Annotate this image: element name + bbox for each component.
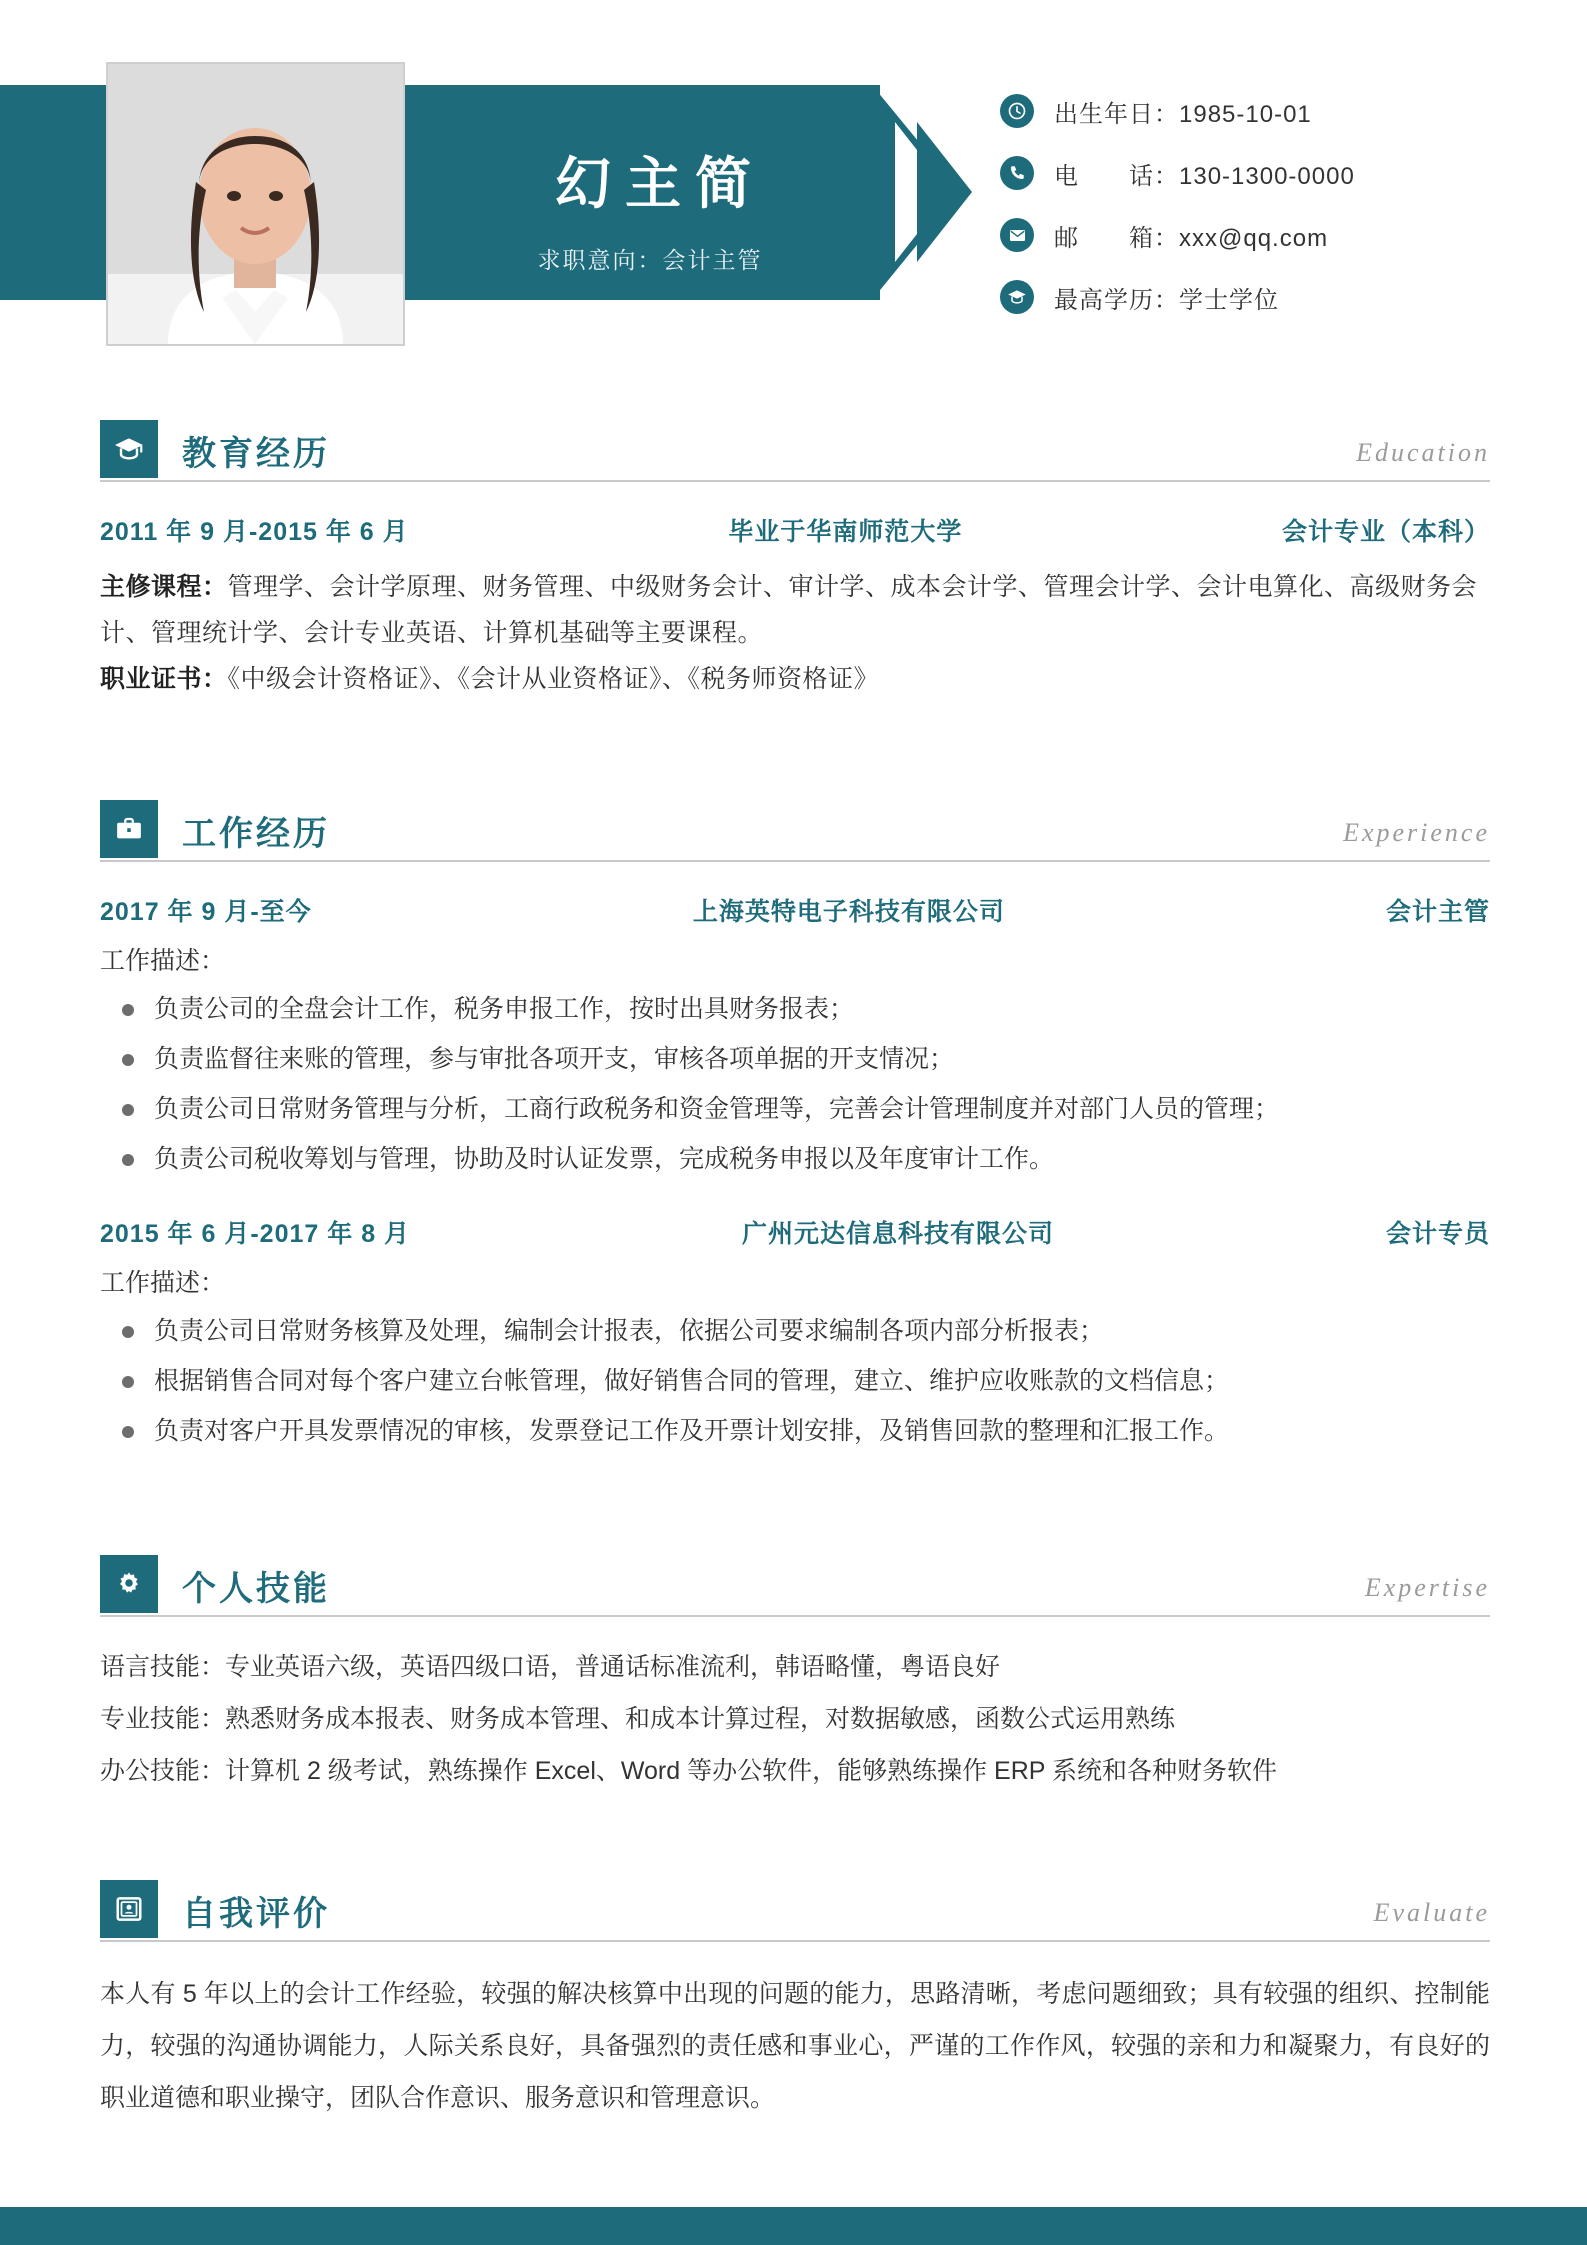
list-item: 负责公司日常财务核算及处理，编制会计报表，依据公司要求编制各项内部分析报表； [100, 1306, 1490, 1356]
experience-desc-label: 工作描述： [100, 1269, 226, 1297]
experience-period: 2015 年 6 月-2017 年 8 月 [100, 1220, 411, 1248]
contact-education: 最高学历：学士学位 [1054, 286, 1279, 314]
divider [100, 1940, 1490, 1942]
contact-row-email [1000, 204, 1355, 266]
experience-company: 广州元达信息科技有限公司 [742, 1220, 1055, 1248]
experience-period: 2017 年 9 月-至今 [100, 898, 312, 926]
experience-bullets [100, 984, 1490, 1184]
section-skills [100, 1555, 1490, 1797]
id-card-icon [100, 1880, 158, 1938]
section-header-skills [100, 1555, 1490, 1617]
graduation-cap-icon [1000, 280, 1034, 314]
divider [100, 1615, 1490, 1617]
section-subtitle-skills: Expertise [1364, 1573, 1490, 1602]
education-certs-label: 职业证书： [100, 665, 228, 693]
education-courses-label: 主修课程： [100, 573, 228, 601]
section-title-experience: 工作经历 [182, 815, 330, 853]
list-item: 负责对客户开具发票情况的审核，发票登记工作及开票计划安排，及销售回款的整理和汇报工作。 [100, 1406, 1490, 1456]
section-header-education [100, 420, 1490, 482]
list-item: 负责监督往来账的管理，参与审批各项开支，审核各项单据的开支情况； [100, 1034, 1490, 1084]
section-experience [100, 800, 1490, 1456]
experience-entry-row [100, 1214, 1490, 1250]
contact-list [1000, 80, 1355, 328]
education-certs-text: 《中级会计资格证》、《会计从业资格证》、《税务师资格证》 [227, 665, 880, 693]
education-courses-line [100, 564, 1490, 656]
evaluate-text: 本人有 5 年以上的会计工作经验，较强的解决核算中出现的问题的能力，思路清晰，考虑问题细致；具有较强的组织、控制能力，较强的沟通协调能力，人际关系良好，具备强烈的责任感和事业心，严谨的工作作风，较强的亲和力和凝聚力，有良好的职业道德和职业操守，团队合作意识、服务意识和管理意识。 [100, 1980, 1490, 2112]
section-header-evaluate [100, 1880, 1490, 1942]
skill-line-language: 语言技能：专业英语六级，英语四级口语，普通话标准流利，韩语略懂，粤语良好 [100, 1653, 1001, 1681]
list-item: 负责公司的全盘会计工作，税务申报工作，按时出具财务报表； [100, 984, 1490, 1034]
contact-row-phone [1000, 142, 1355, 204]
experience-company: 上海英特电子科技有限公司 [692, 898, 1005, 926]
clock-icon [1000, 94, 1034, 128]
experience-entry-row [100, 892, 1490, 928]
header-chevron-inner [917, 122, 972, 262]
experience-desc-label: 工作描述： [100, 947, 226, 975]
education-school: 毕业于华南师范大学 [728, 518, 963, 546]
section-subtitle-evaluate: Evaluate [1373, 1898, 1490, 1927]
divider [100, 860, 1490, 862]
contact-email: 邮 箱：xxx@qq.com [1054, 224, 1329, 252]
section-header-experience [100, 800, 1490, 862]
list-item: 根据销售合同对每个客户建立台帐管理，做好销售合同的管理，建立、维护应收账款的文档信息； [100, 1356, 1490, 1406]
experience-bullets [100, 1306, 1490, 1456]
experience-role: 会计主管 [1385, 898, 1490, 926]
skill-line-office: 办公技能：计算机 2 级考试，熟练操作 Excel、Word 等办公软件，能够熟练操作 ERP 系统和各种财务软件 [100, 1757, 1277, 1785]
candidate-name: 幻主简 [555, 152, 765, 215]
phone-icon [1000, 156, 1034, 190]
skills-lines [100, 1641, 1490, 1797]
section-title-evaluate: 自我评价 [182, 1895, 330, 1933]
section-title-skills: 个人技能 [182, 1570, 330, 1608]
job-objective: 求职意向：会计主管 [537, 247, 763, 273]
education-major: 会计专业（本科） [1281, 518, 1490, 546]
footer-bar [0, 2207, 1587, 2245]
gear-icon [100, 1555, 158, 1613]
experience-role: 会计专员 [1385, 1220, 1490, 1248]
divider [100, 480, 1490, 482]
education-certs-line [100, 656, 1490, 702]
contact-birthday: 出生年日：1985-10-01 [1054, 100, 1312, 128]
education-period: 2011 年 9 月-2015 年 6 月 [100, 518, 409, 546]
mail-icon [1000, 218, 1034, 252]
section-subtitle-experience: Experience [1343, 818, 1490, 847]
graduation-cap-icon [100, 420, 158, 478]
list-item: 负责公司税收筹划与管理，协助及时认证发票，完成税务申报以及年度审计工作。 [100, 1134, 1490, 1184]
contact-row-education [1000, 266, 1355, 328]
section-subtitle-education: Education [1356, 438, 1490, 467]
avatar [106, 62, 405, 346]
avatar-portrait-icon [108, 64, 403, 344]
contact-phone: 电 话：130-1300-0000 [1054, 162, 1355, 190]
section-title-education: 教育经历 [182, 435, 330, 473]
section-education [100, 420, 1490, 702]
skill-line-professional: 专业技能：熟悉财务成本报表、财务成本管理、和成本计算过程，对数据敏感，函数公式运用熟练 [100, 1705, 1176, 1733]
education-courses-text: 管理学、会计学原理、财务管理、中级财务会计、审计学、成本会计学、管理会计学、会计电算化、高级财务会计、管理统计学、会计专业英语、计算机基础等主要课程。 [100, 573, 1478, 647]
briefcase-icon [100, 800, 158, 858]
list-item: 负责公司日常财务管理与分析，工商行政税务和资金管理等，完善会计管理制度并对部门人员的管理； [100, 1084, 1490, 1134]
section-evaluate [100, 1880, 1490, 2124]
contact-row-birthday [1000, 80, 1355, 142]
education-entry-row [100, 512, 1490, 548]
